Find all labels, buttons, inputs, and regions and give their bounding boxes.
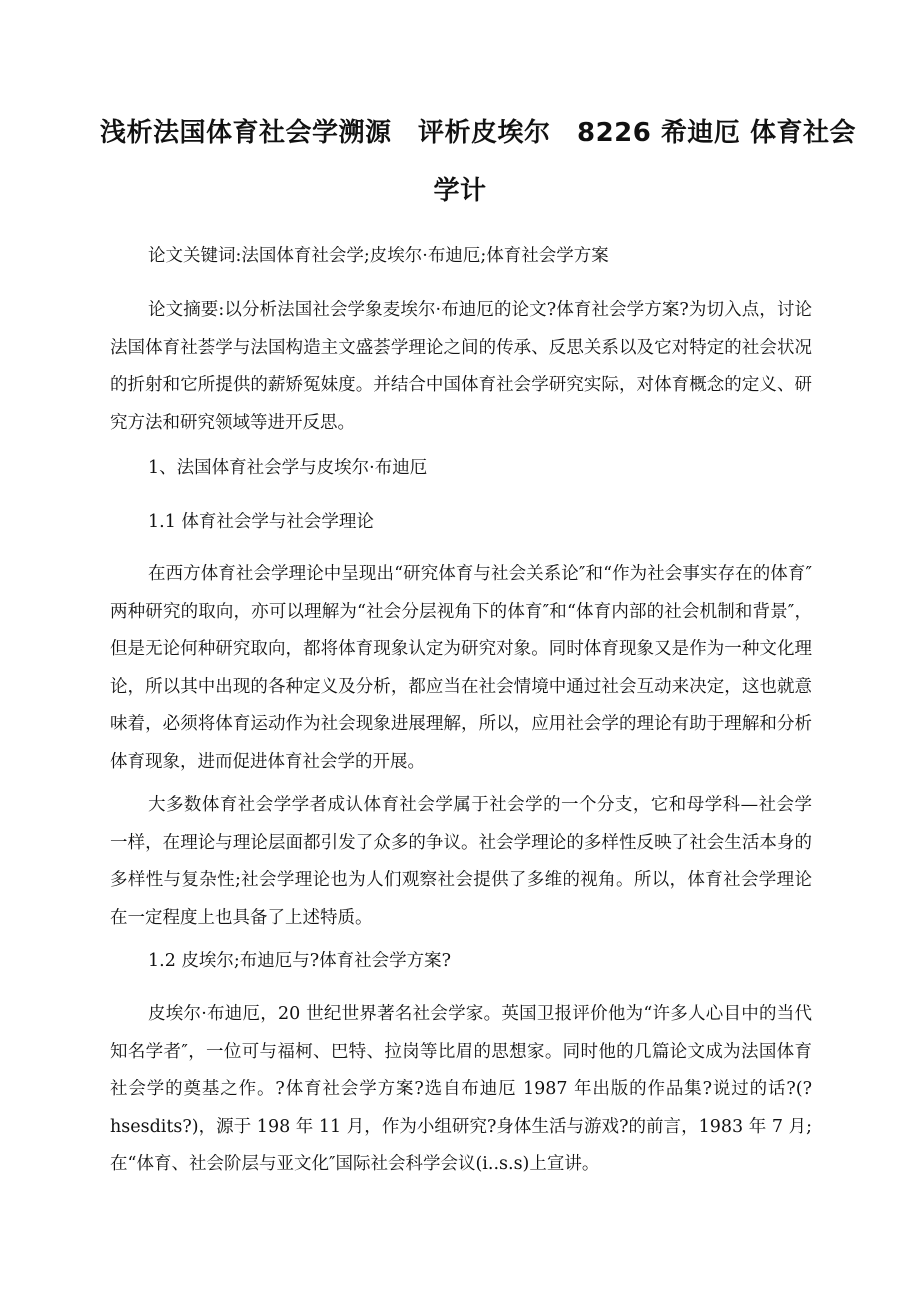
- body-paragraph-2: 大多数体育社会学学者成认体育社会学属于社会学的一个分支，它和母学科—社会学一样，在理论与理论层面都引发了众多的争议。社会学理论的多样性反映了社会生活本身的多样性与复杂性;社会学理论也为人们观察社会提供了多维的视角。所以，体育社会学理论在一定程度上也具备了上述特质。: [110, 795, 812, 928]
- abstract-paragraph: 论文摘要:以分析法国社会学象麦埃尔·布迪厄的论文?体育社会学方案?为切入点，讨论法国体育社荟学与法国构造主文盛荟学理论之间的传承、反思关系以及它对特定的社会状况的折射和它所提供的薪矫冤妹度。并结合中国体育社会学研究实际，对体育概念的定义、研究方法和研究领域等进开反思。: [110, 300, 812, 433]
- title-line-2: 学计: [433, 176, 487, 206]
- keywords-paragraph: 论文关键词:法国体育社会学;皮埃尔·布迪厄;体育社会学方案: [148, 246, 609, 266]
- body-paragraph-1: 在西方体育社会学理论中呈现出“研究体育与社会关系论″和“作为社会事实存在的体育″两种研究的取向，亦可以理解为“社会分层视角下的体育″和“体育内部的社会机制和背景″，但是无论何种研究取向，都将体育现象认定为研究对象。同时体育现象又是作为一种文化理论，所以其中出现的各种定义及分析，都应当在社会情境中通过社会互动来决定，这也就意味着，必须将体育运动作为社会现象进展理解，所以，应用社会学的理论有助于理解和分析体育现象，进而促进体育社会学的开展。: [110, 564, 812, 772]
- body-paragraph-3: 皮埃尔·布迪厄，20 世纪世界著名社会学家。英国卫报评价他为“许多人心目中的当代知名学者″，一位可与福柯、巴特、拉岗等比眉的思想家。同时他的几篇论文成为法国体育社会学的奠基之作。?体育社会学方案?选自布迪厄 1987 年出版的作品集?说过的话?(?hsesdits?)，源于 198 年 11 月，作为小组研究?身体生活与游戏?的前言，1983 年 7 月;在“体育、社会阶层与亚文化″国际社会科学会议(i..s.s)上宣讲。: [110, 1004, 812, 1174]
- title-line-1: 浅析法国体育社会学溯源 评析皮埃尔 8226 希迪厄 体育社会: [100, 118, 856, 148]
- section-heading-1: 1、法国体育社会学与皮埃尔·布迪厄: [148, 458, 428, 478]
- subsection-heading-1-1: 1.1 体育社会学与社会学理论: [148, 512, 374, 532]
- subsection-heading-1-2: 1.2 皮埃尔;布迪厄与?体育社会学方案?: [148, 951, 452, 971]
